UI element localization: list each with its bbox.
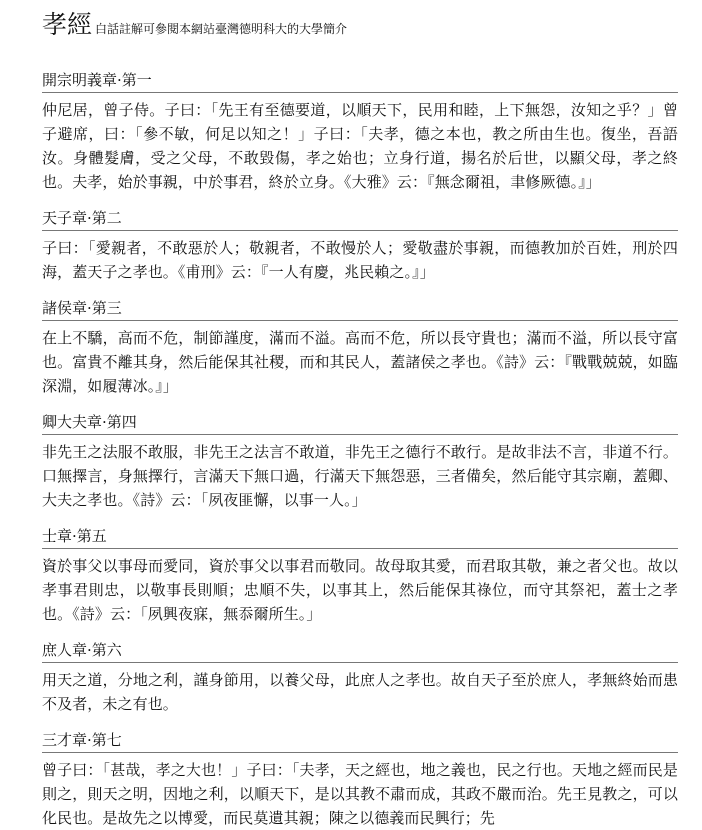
- document-header: [42, 12, 678, 52]
- chapter-6: [42, 640, 678, 716]
- document-subtitle: 白話註解可參閱本網站臺灣德明科大的大學簡介: [95, 22, 348, 36]
- chapter-heading: 庶人章·第六: [42, 640, 678, 663]
- chapter-3: [42, 298, 678, 398]
- chapter-heading: 三才章·第七: [42, 730, 678, 753]
- chapter-text: 在上不驕，高而不危，制節謹度，滿而不溢。高而不危，所以長守貴也；滿而不溢，所以長守富也。富貴不離其身，然后能保其社稷，而和其民人，蓋諸侯之孝也。《詩》云：『戰戰兢兢，如臨深淵，如履薄冰。』」: [42, 329, 678, 395]
- chapter-heading: 卿大夫章·第四: [42, 412, 678, 435]
- chapter-text: 非先王之法服不敢服，非先王之法言不敢道，非先王之德行不敢行。是故非法不言，非道不行。口無擇言，身無擇行，言滿天下無口過，行滿天下無怨惡，三者備矣，然后能守其宗廟，蓋卿、大夫之孝也。《詩》云：「夙夜匪懈，以事一人。」: [42, 443, 678, 509]
- chapter-heading: 諸侯章·第三: [42, 298, 678, 321]
- chapter-heading: 士章·第五: [42, 526, 678, 549]
- chapter-text: 用天之道，分地之利，謹身節用，以養父母，此庶人之孝也。故自天子至於庶人，孝無終始而患不及者，未之有也。: [42, 671, 678, 713]
- chapter-5: [42, 526, 678, 626]
- chapter-text: 曾子曰：「甚哉，孝之大也！」子曰：「夫孝，天之經也，地之義也，民之行也。天地之經而民是則之，則天之明，因地之利，以順天下，是以其教不肅而成，其政不嚴而治。先王見教之，可以化民也。是故先之以博愛，而民莫遺其親；陳之以德義而民興行；先: [42, 761, 678, 827]
- chapter-1: [42, 70, 678, 194]
- chapter-text: 資於事父以事母而愛同，資於事父以事君而敬同。故母取其愛，而君取其敬，兼之者父也。故以孝事君則忠，以敬事長則順；忠順不失，以事其上，然后能保其祿位，而守其祭祀，蓋士之孝也。《詩》云：「夙興夜寐，無忝爾所生。」: [42, 557, 678, 623]
- chapter-4: [42, 412, 678, 512]
- chapter-2: [42, 208, 678, 284]
- chapter-7: [42, 730, 678, 830]
- chapter-heading: 開宗明義章·第一: [42, 70, 678, 93]
- chapter-text: 仲尼居，曾子侍。子曰：「先王有至德要道，以順天下，民用和睦，上下無怨，汝知之乎？」曾子避席，曰：「參不敏，何足以知之！」子曰：「夫孝，德之本也，教之所由生也。復坐，吾語汝。身體髮膚，受之父母，不敢毀傷，孝之始也；立身行道，揚名於后世，以顯父母，孝之終也。夫孝，始於事親，中於事君，終於立身。《大雅》云：『無念爾祖，聿修厥德。』」: [42, 101, 678, 191]
- chapter-text: 子曰：「愛親者，不敢惡於人；敬親者，不敢慢於人；愛敬盡於事親，而德教加於百姓，刑於四海，蓋天子之孝也。《甫刑》云：『一人有慶，兆民賴之。』」: [42, 239, 678, 281]
- document-title: 孝經: [42, 10, 93, 39]
- chapter-heading: 天子章·第二: [42, 208, 678, 231]
